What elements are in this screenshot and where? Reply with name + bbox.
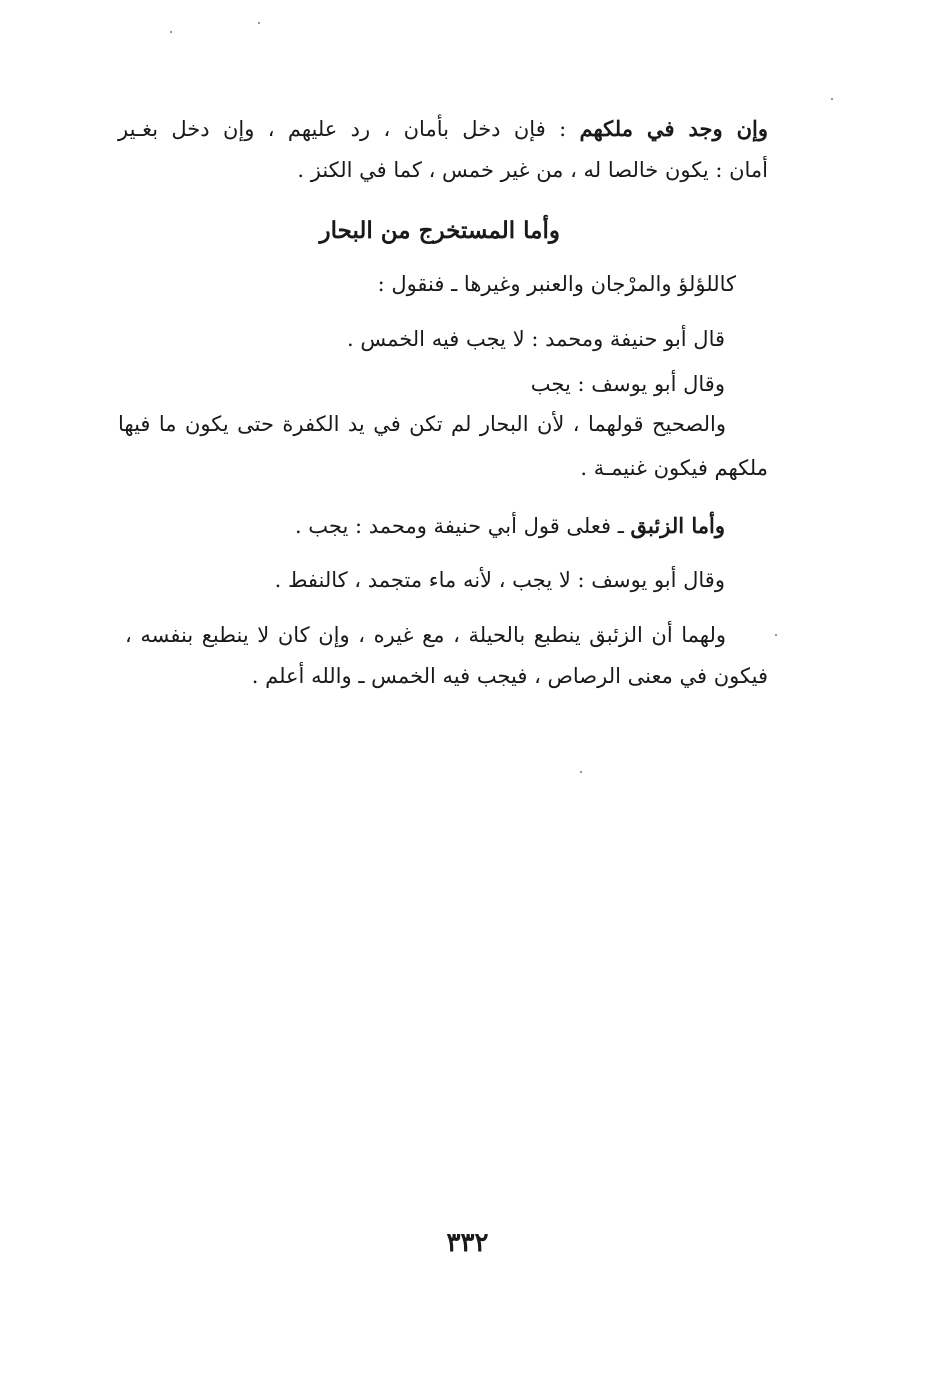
paragraph-1-line-2: أمان : يكون خالصا له ، من غير خمس ، كما في الكنز . [297,158,768,182]
scan-speck [831,98,833,100]
argument-line-1: ولهما أن الزئبق ينطبع بالحيلة ، مع غيره ، وإن كان لا ينطبع بنفسه ، [125,623,726,647]
scan-speck [580,771,582,773]
scan-speck [170,31,172,33]
paragraph-1-rest: : فإن دخل بأمان ، رد عليهم ، وإن دخل بغـير [118,117,580,141]
quote-abu-hanifa: قال أبو حنيفة ومحمد : لا يجب فيه الخمس . [346,327,725,351]
scan-speck [258,22,260,24]
paragraph-1-bold: وإن وجد في ملكهم [579,116,768,141]
page-number: ٣٣٢ [446,1228,489,1258]
intro-line: كاللؤلؤ والمرْجان والعنبر وغيرها ـ فنقول : [377,272,736,296]
mercury-line [295,511,725,541]
correct-opinion-line-1: والصحيح قولهما ، لأن البحار لم تكن في يد الكفرة حتى يكون ما فيها [118,412,726,436]
section-heading: وأما المستخرج من البحار [319,217,560,244]
argument-line-2: فيكون في معنى الرصاص ، فيجب فيه الخمس ـ والله أعلم . [251,664,768,688]
abu-yusuf-mercury: وقال أبو يوسف : لا يجب ، لأنه ماء متجمد ، كالنفط . [274,568,725,592]
mercury-bold: وأما الزئبق [630,513,725,538]
mercury-rest: ـ فعلى قول أبي حنيفة ومحمد : يجب . [294,514,631,538]
quote-abu-yusuf: وقال أبو يوسف : يجب [530,372,725,396]
correct-opinion-line-2: ملكهم فيكون غنيمـة . [580,456,768,480]
paragraph-1-line-1 [118,114,768,144]
scan-speck [775,634,777,636]
